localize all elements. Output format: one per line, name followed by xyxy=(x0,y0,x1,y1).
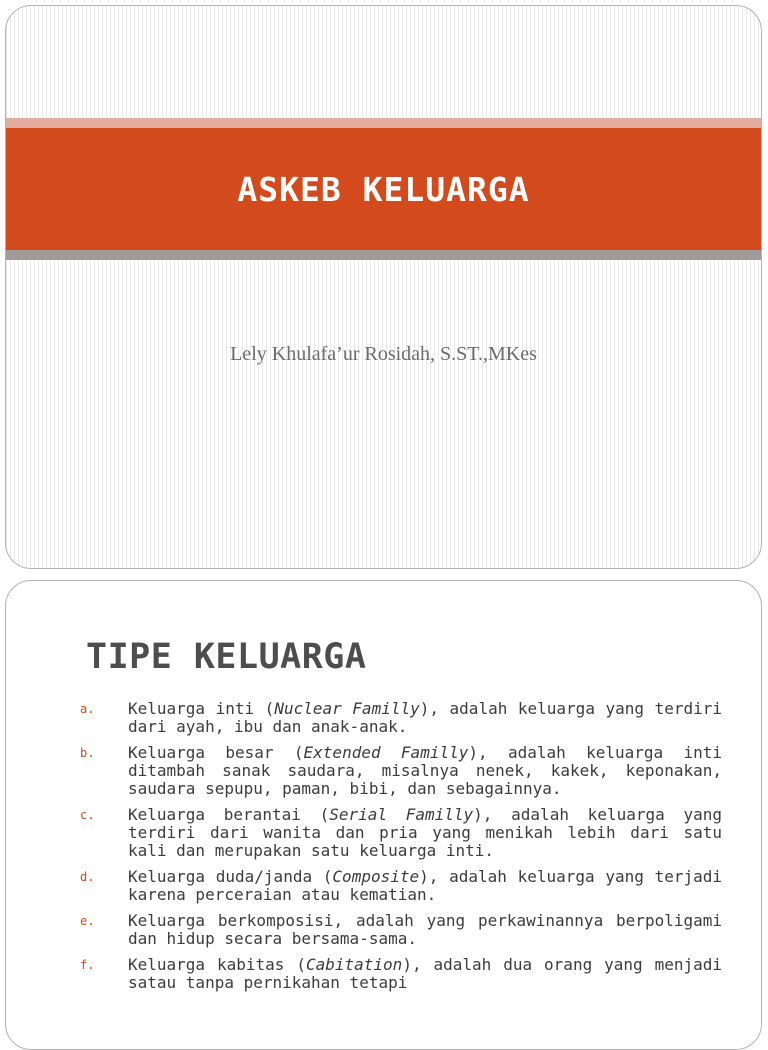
list-item-text: Keluarga berantai (Serial Familly), adalah keluarga yang terdiri dari wanita dan pria yang menikah lebih dari satu kali dan merupakan satu keluarga inti. xyxy=(128,805,723,860)
family-type-list xyxy=(80,700,722,1000)
list-item xyxy=(80,700,722,736)
list-item-text: Keluarga besar (Extended Familly), adalah keluarga inti ditambah sanak saudara, misalnya nenek, kakek, keponakan, saudara sepupu, paman, bibi, dan sebagainnya. xyxy=(128,743,723,798)
title-band xyxy=(6,128,761,250)
list-item xyxy=(80,744,722,798)
list-item xyxy=(80,912,722,948)
list-marker: a. xyxy=(80,702,95,716)
title-band-top-stripe xyxy=(6,118,761,128)
title-slide xyxy=(5,5,762,569)
term-italic: Composite xyxy=(332,867,420,886)
list-marker: b. xyxy=(80,746,95,760)
list-marker: f. xyxy=(80,958,95,972)
list-item-text: Keluarga duda/janda (Composite), adalah keluarga yang terjadi karena perceraian atau kematian. xyxy=(128,867,722,904)
list-item-text: Keluarga inti (Nuclear Familly), adalah keluarga yang terdiri dari ayah, ibu dan anak-anak. xyxy=(128,699,722,736)
list-item xyxy=(80,806,722,860)
author-name: Lely Khulafa’ur Rosidah, S.ST.,MKes xyxy=(230,343,537,365)
term-italic: Cabitation xyxy=(305,955,403,974)
section-heading: TIPE KELUARGA xyxy=(86,637,367,677)
list-item xyxy=(80,868,722,904)
term-italic: Extended Familly xyxy=(303,743,469,762)
term-italic: Serial Familly xyxy=(329,805,474,824)
list-item-text: Keluarga berkomposisi, adalah yang perkawinannya berpoligami dan hidup secara bersama-sama. xyxy=(128,911,722,948)
title-band-bottom-stripe xyxy=(6,250,761,260)
term-italic: Nuclear Familly xyxy=(274,699,420,718)
list-marker: e. xyxy=(80,914,95,928)
list-marker: d. xyxy=(80,870,95,884)
content-slide xyxy=(5,580,762,1050)
list-item-text: Keluarga kabitas (Cabitation), adalah dua orang yang menjadi satau tanpa pernikahan tetapi xyxy=(128,955,723,992)
list-marker: c. xyxy=(80,808,95,822)
list-item xyxy=(80,956,722,992)
slide-title: ASKEB KELUARGA xyxy=(237,169,530,209)
